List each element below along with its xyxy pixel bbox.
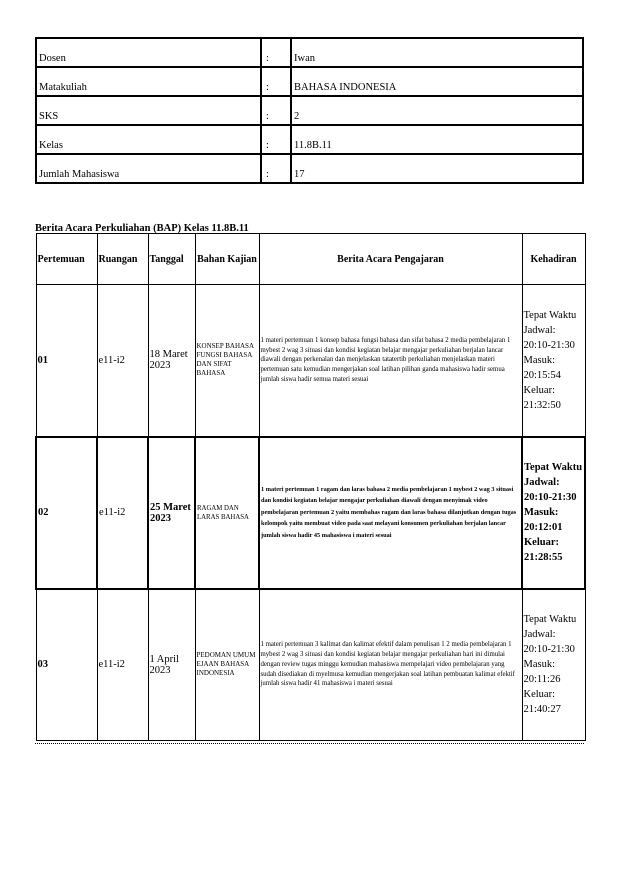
info-label: Jumlah Mahasiswa <box>36 154 261 183</box>
header-bahan-kajian: Bahan Kajian <box>195 234 259 285</box>
row-tanggal: 18 Maret 2023 <box>148 285 195 437</box>
table-row <box>36 589 585 741</box>
row-ruangan: e11-i2 <box>97 589 148 741</box>
info-value: 11.8B.11 <box>291 125 583 154</box>
row-ruangan: e11-i2 <box>97 285 148 437</box>
info-row-sks <box>36 96 583 125</box>
header-berita-acara: Berita Acara Pengajaran <box>259 234 522 285</box>
info-value: Iwan <box>291 38 583 67</box>
info-separator: : <box>261 96 291 125</box>
row-berita-acara: 1 materi pertemuan 1 konsep bahasa fungsi bahasa dan sifat bahasa 2 media pembelajaran 1 mybest 2 wag 3 situasi dan kondisi kegiatan belajar mengajar perkuliahan berjalan lancar diawali dengan perkenalan dan menjelaskan tatatertib perkuliahan menjelaskan materi pertemuan satu kemudian mengerjakan soal latihan pilihan ganda mahasiswa hadir semua jumlah siswa hadir semua materi sesuai <box>259 285 522 437</box>
row-tanggal: 25 Maret 2023 <box>148 437 195 589</box>
row-kehadiran: Tepat Waktu Jadwal: 20:10-21:30 Masuk: 20:15:54 Keluar: 21:32:50 <box>522 285 585 437</box>
row-pertemuan: 03 <box>36 589 97 741</box>
info-row-dosen <box>36 38 583 67</box>
course-info-table <box>35 37 584 184</box>
header-pertemuan: Pertemuan <box>36 234 97 285</box>
row-berita-acara: 1 materi pertemuan 1 ragam dan laras bahasa 2 media pembelajaran 1 mybest 2 wag 3 situasi dan kondisi kegiatan belajar mengajar perkuliahan diawali dengan menyimak video pembelajaran pertemuan 2 yaitu membahas ragam dan laras bahasa dilanjutkan dengan tugas kelompok yaitu membuat video pada saat melayani konsumen perkuliahan berjalan lancar jumlah siswa hadir 45 mahasiswa i materi sesuai <box>259 437 522 589</box>
row-bahan-kajian: KONSEP BAHASA FUNGSI BAHASA DAN SIFAT BAHASA <box>195 285 259 437</box>
info-separator: : <box>261 125 291 154</box>
row-ruangan: e11-i2 <box>97 437 148 589</box>
info-value: 17 <box>291 154 583 183</box>
info-label: Kelas <box>36 125 261 154</box>
table-row <box>36 285 585 437</box>
table-continuation-line <box>35 743 584 745</box>
bap-table <box>35 233 586 741</box>
info-row-matakuliah <box>36 67 583 96</box>
info-value: BAHASA INDONESIA <box>291 67 583 96</box>
bap-header-row <box>36 234 585 285</box>
info-separator: : <box>261 154 291 183</box>
row-bahan-kajian: RAGAM DAN LARAS BAHASA <box>195 437 259 589</box>
info-label: Dosen <box>36 38 261 67</box>
row-bahan-kajian: PEDOMAN UMUM EJAAN BAHASA INDONESIA <box>195 589 259 741</box>
info-separator: : <box>261 38 291 67</box>
info-row-jumlah-mahasiswa <box>36 154 583 183</box>
row-berita-acara: 1 materi pertemuan 3 kalimat dan kalimat efektif dalam penulisan 1 2 media pembelajaran 1 mybest 2 wag 3 situasi dan kondisi kegiatan belajar mengajar perkuliahan hari ini dimulai dengan review tugas minggu kemudian mahasiswa mempelajari video pembelajaran yang sudah disediakan di myelmusa kemudian mengerjakan soal latihan pembuatan kalimat efektif jumlah siswa hadir 41 mahasiswa i materi sesuai <box>259 589 522 741</box>
row-pertemuan: 01 <box>36 285 97 437</box>
info-label: Matakuliah <box>36 67 261 96</box>
info-row-kelas <box>36 125 583 154</box>
row-pertemuan: 02 <box>36 437 97 589</box>
row-kehadiran: Tepat Waktu Jadwal: 20:10-21:30 Masuk: 20:12:01 Keluar: 21:28:55 <box>522 437 585 589</box>
bap-title: Berita Acara Perkuliahan (BAP) Kelas 11.8B.11 <box>35 223 249 234</box>
info-label: SKS <box>36 96 261 125</box>
header-tanggal: Tanggal <box>148 234 195 285</box>
table-row <box>36 437 585 589</box>
header-ruangan: Ruangan <box>97 234 148 285</box>
row-kehadiran: Tepat Waktu Jadwal: 20:10-21:30 Masuk: 20:11:26 Keluar: 21:40:27 <box>522 589 585 741</box>
info-value: 2 <box>291 96 583 125</box>
header-kehadiran: Kehadiran <box>522 234 585 285</box>
info-separator: : <box>261 67 291 96</box>
row-tanggal: 1 April 2023 <box>148 589 195 741</box>
